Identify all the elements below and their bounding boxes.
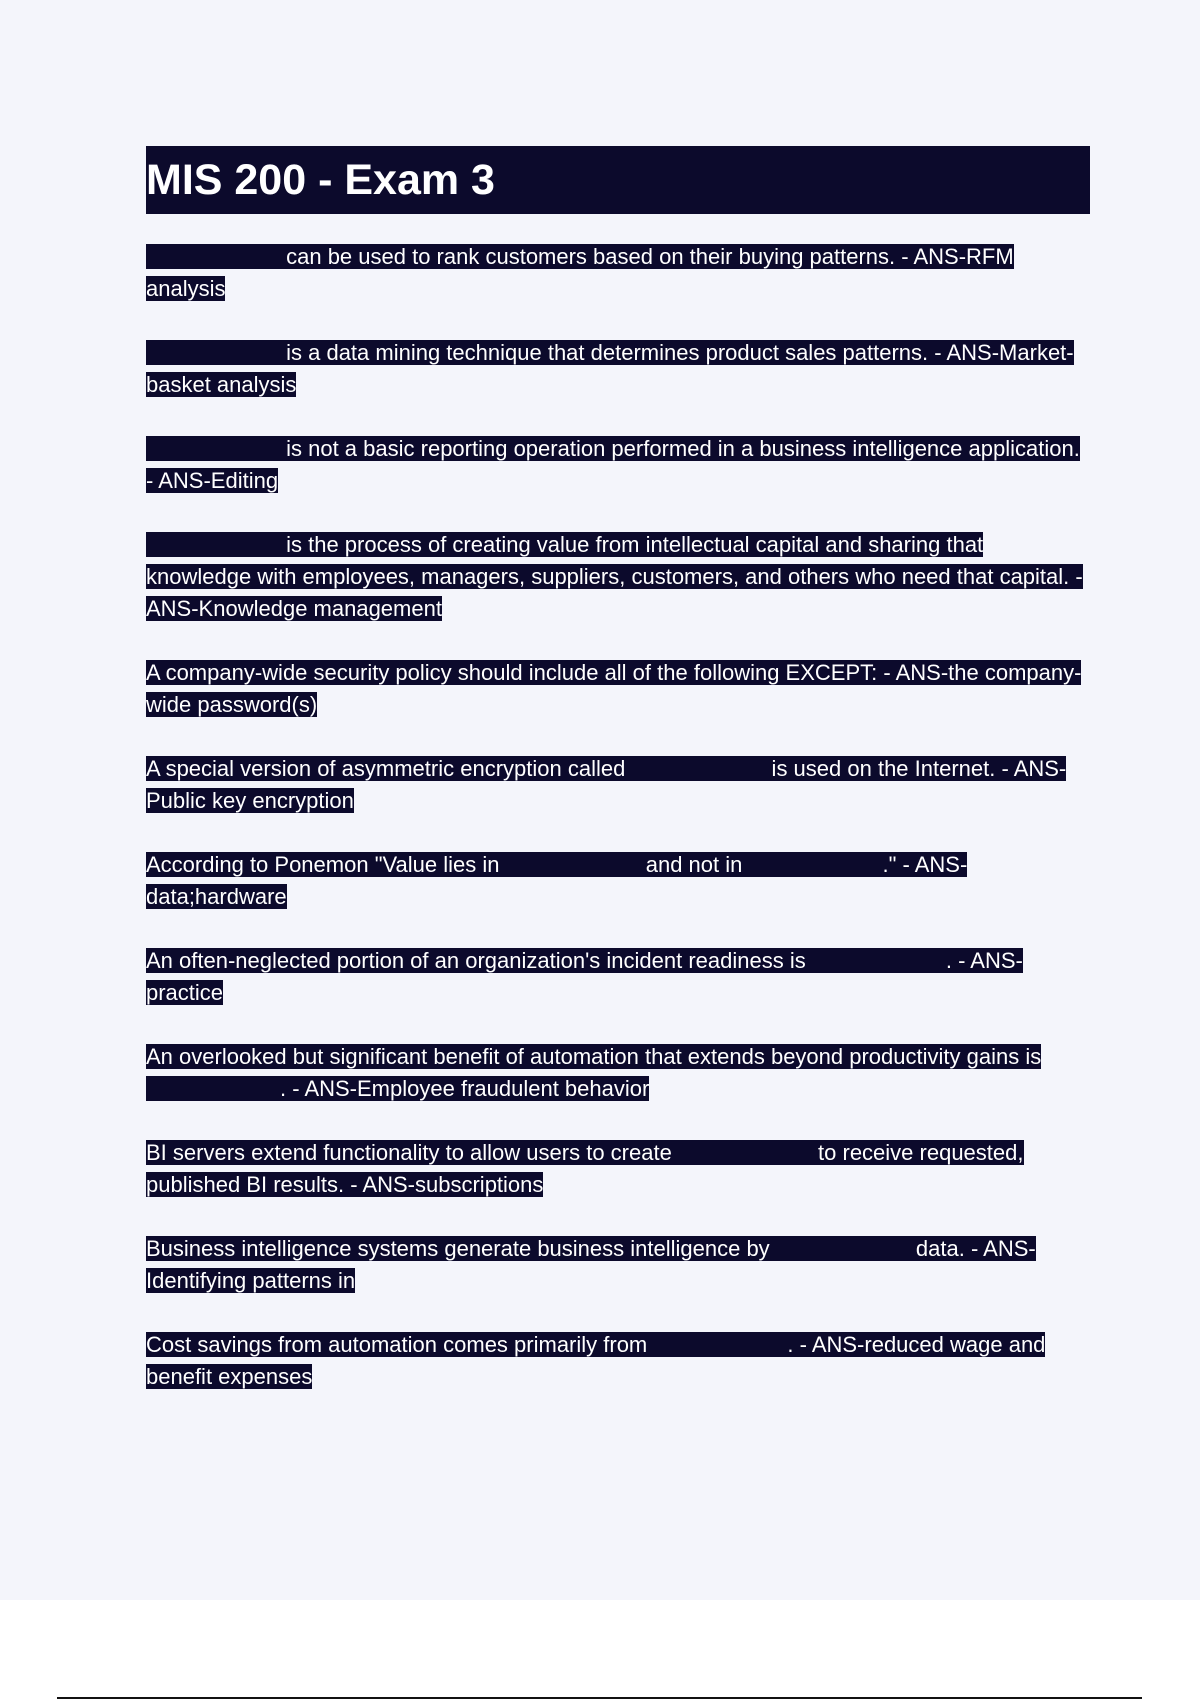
fill-in-blank	[653, 1349, 787, 1355]
fill-in-blank	[631, 773, 765, 779]
qa-item-text	[146, 660, 1081, 717]
qa-item	[146, 1041, 1090, 1105]
qa-item-text	[146, 852, 967, 909]
fill-in-blank	[146, 357, 280, 363]
qa-text-segment: Business intelligence systems generate business intelligence by	[146, 1236, 776, 1261]
qa-item	[146, 1233, 1090, 1297]
qa-text-segment: A company-wide security policy should include all of the following EXCEPT: - ANS-the company-wide password(s)	[146, 660, 1082, 717]
qa-text-segment: is used on the Internet. - ANS-Public key encryption	[146, 756, 1067, 813]
qa-text-segment: is not a basic reporting operation performed in a business intelligence application. - ANS-Editing	[146, 436, 1080, 493]
qa-item	[146, 529, 1090, 625]
fill-in-blank	[776, 1253, 910, 1259]
qa-text-segment: A special version of asymmetric encryption called	[146, 756, 632, 781]
qa-item-text	[146, 532, 1083, 621]
fill-in-blank	[678, 1157, 812, 1163]
qa-text-segment: . - ANS-Employee fraudulent behavior	[280, 1076, 650, 1101]
qa-item-text	[146, 244, 1014, 301]
qa-item	[146, 753, 1090, 817]
fill-in-blank	[812, 965, 946, 971]
qa-text-segment: can be used to rank customers based on their buying patterns. - ANS-RFM analysis	[146, 244, 1014, 301]
fill-in-blank	[146, 261, 280, 267]
qa-text-segment: is a data mining technique that determines product sales patterns. - ANS-Market-basket analysis	[146, 340, 1074, 397]
qa-item	[146, 337, 1090, 401]
qa-text-segment: is the process of creating value from intellectual capital and sharing that knowledge with employees, managers, suppliers, customers, and others who need that capital. - ANS-Knowledge management	[146, 532, 1083, 621]
qa-item	[146, 945, 1090, 1009]
qa-text-segment: and not in	[639, 852, 749, 877]
qa-text-segment: . - ANS-practice	[146, 948, 1023, 1005]
qa-item-text	[146, 1236, 1036, 1293]
title-bar	[146, 146, 1090, 214]
qa-item-text	[146, 1332, 1045, 1389]
footer-divider	[57, 1697, 1142, 1699]
qa-item	[146, 433, 1090, 497]
qa-item	[146, 241, 1090, 305]
qa-item-text	[146, 1044, 1041, 1101]
qa-item-text	[146, 948, 1023, 1005]
qa-item-text	[146, 340, 1074, 397]
qa-text-segment: Cost savings from automation comes primarily from	[146, 1332, 654, 1357]
qa-item-text	[146, 756, 1066, 813]
qa-item	[146, 657, 1090, 721]
fill-in-blank	[146, 453, 280, 459]
document-title: MIS 200 - Exam 3	[146, 156, 495, 204]
qa-text-segment: ." - ANS-data;hardware	[146, 852, 968, 909]
qa-text-segment: . - ANS-reduced wage and benefit expenses	[146, 1332, 1046, 1389]
qa-text-segment: data. - ANS-Identifying patterns in	[146, 1236, 1036, 1293]
fill-in-blank	[506, 869, 640, 875]
qa-text-segment: According to Ponemon "Value lies in	[146, 852, 506, 877]
qa-item-text	[146, 1140, 1024, 1197]
qa-item	[146, 849, 1090, 913]
fill-in-blank	[146, 1093, 280, 1099]
qa-item-text	[146, 436, 1080, 493]
qa-text-segment: An often-neglected portion of an organization's incident readiness is	[146, 948, 812, 973]
qa-item	[146, 1329, 1090, 1393]
qa-text-segment: An overlooked but significant benefit of automation that extends beyond productivity gains is	[146, 1044, 1042, 1069]
qa-text-segment: to receive requested, published BI results. - ANS-subscriptions	[146, 1140, 1024, 1197]
qa-text-segment: BI servers extend functionality to allow users to create	[146, 1140, 678, 1165]
question-answer-list	[146, 241, 1090, 1425]
qa-item	[146, 1137, 1090, 1201]
fill-in-blank	[748, 869, 882, 875]
fill-in-blank	[146, 549, 280, 555]
